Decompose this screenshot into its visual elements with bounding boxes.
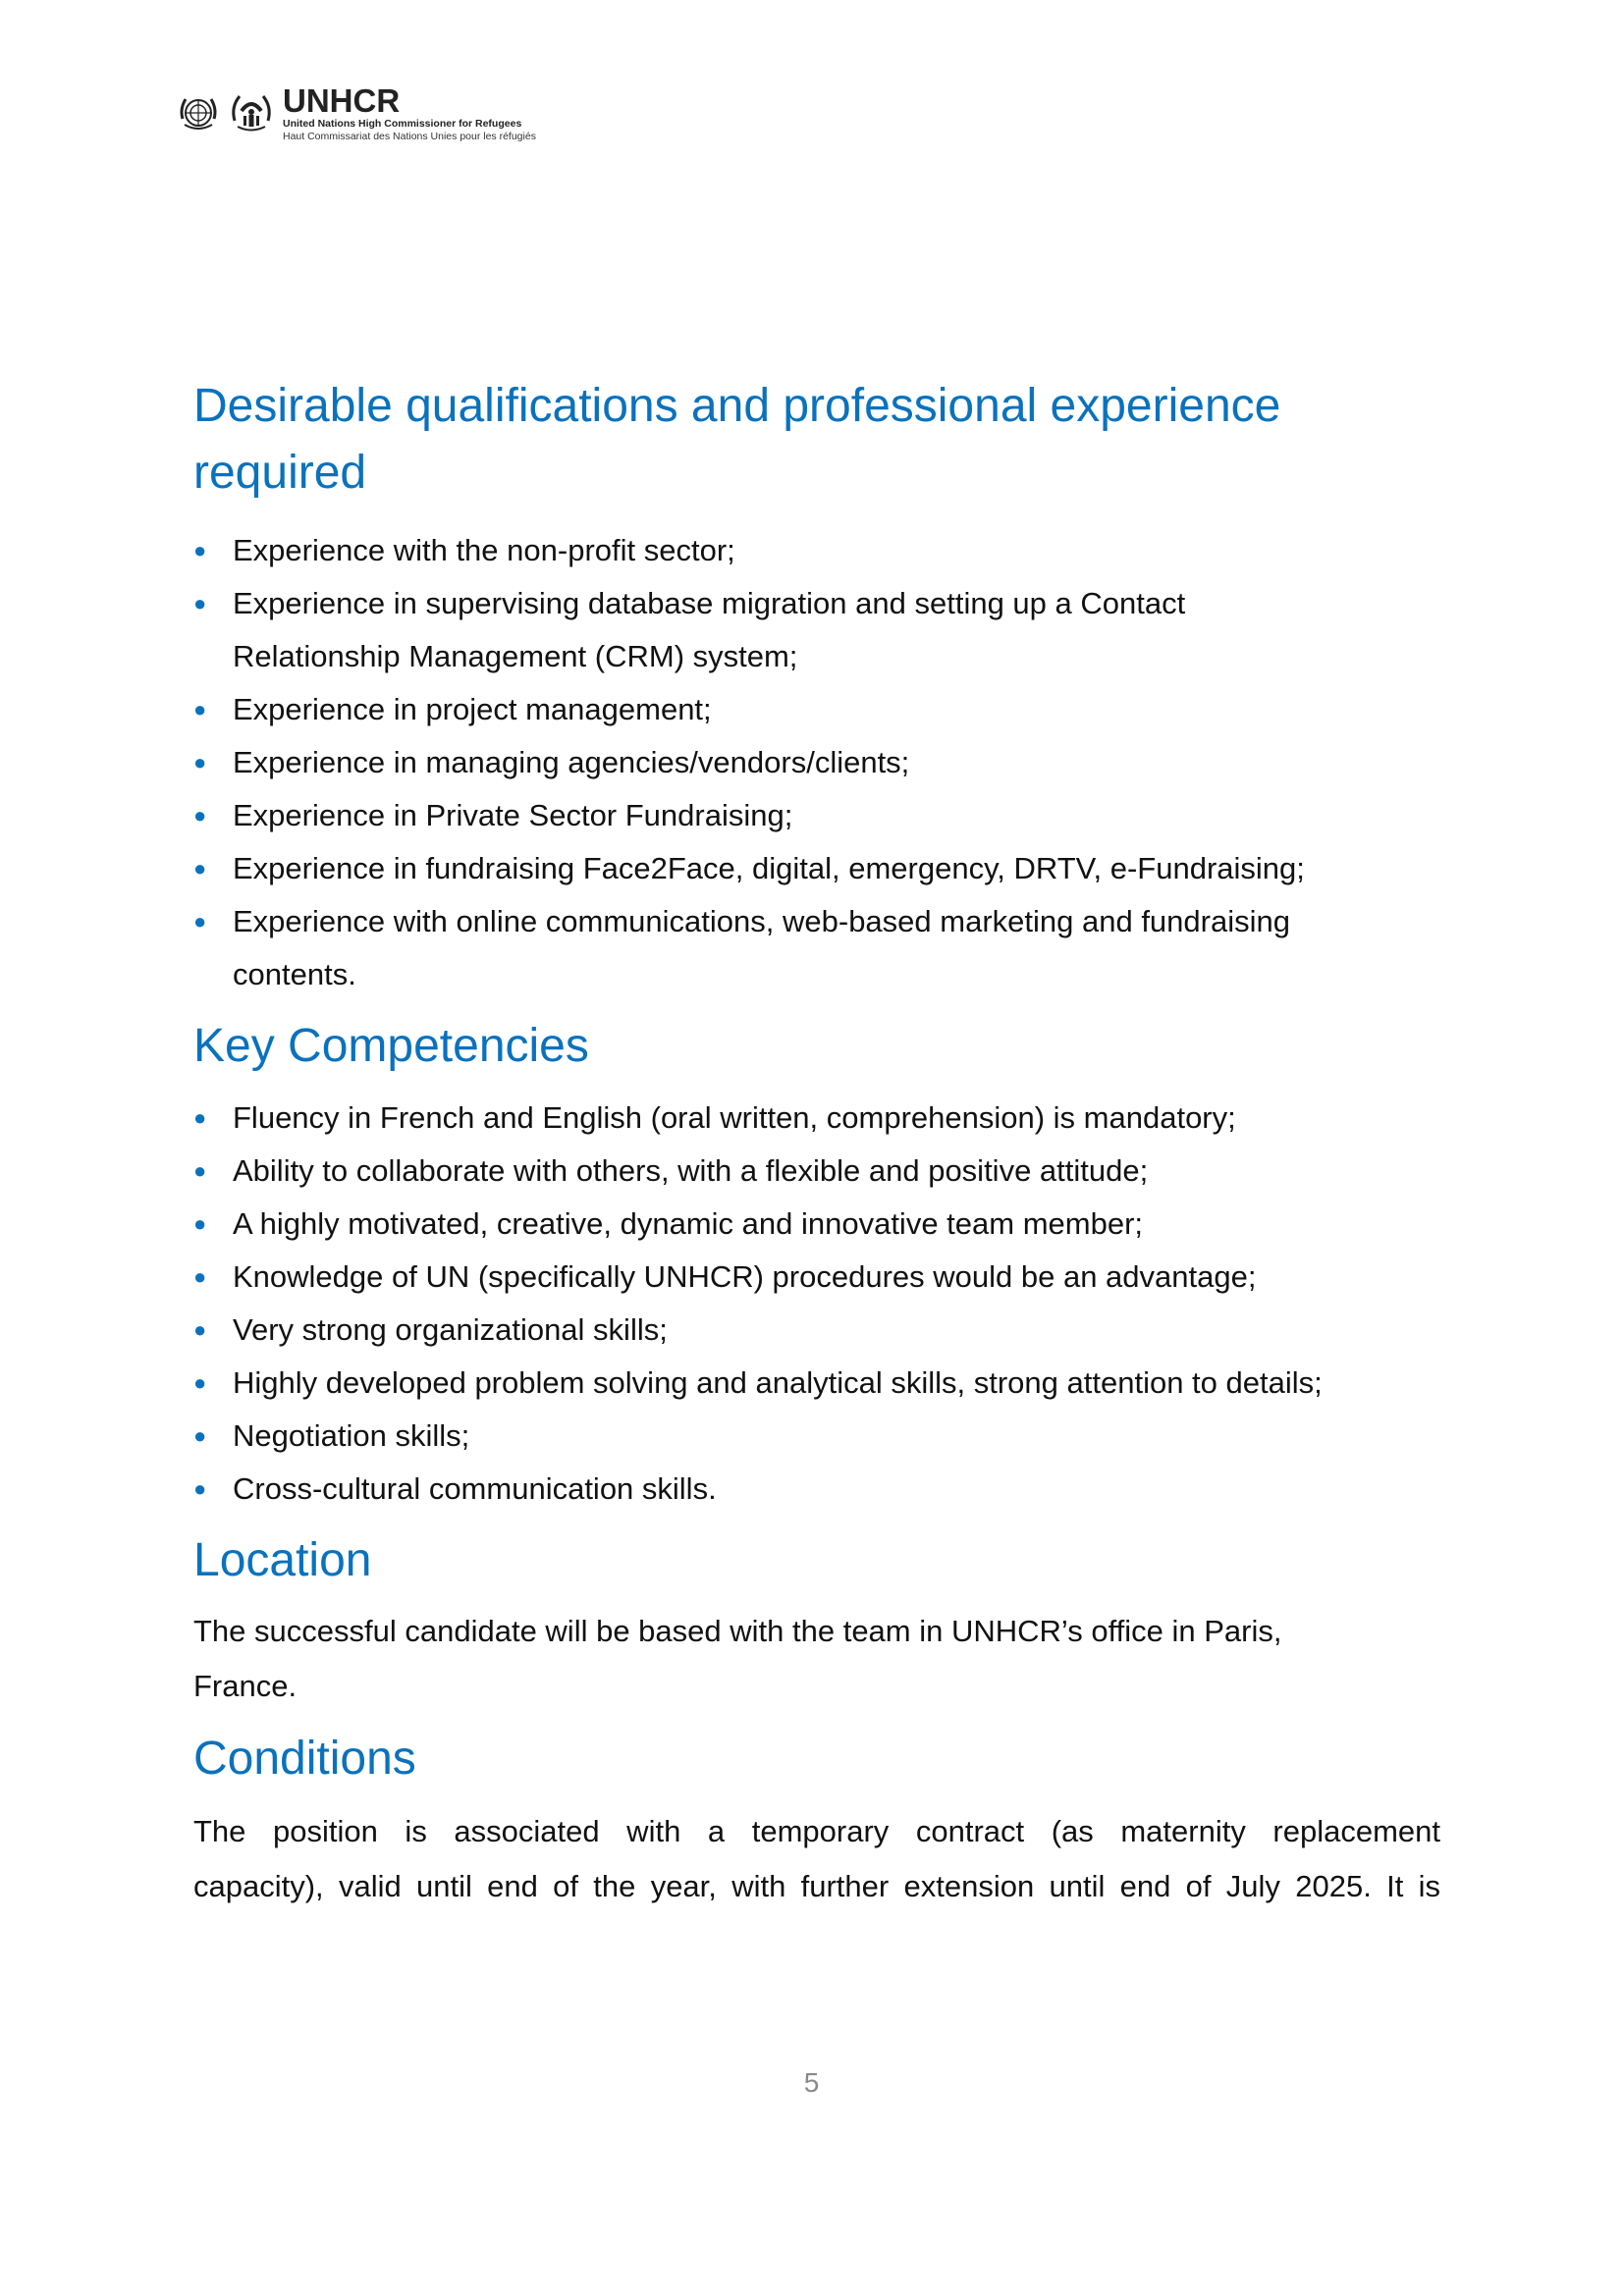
competencies-heading: Key Competencies bbox=[193, 1020, 589, 1072]
logo-subtitle-en: United Nations High Commissioner for Refugees bbox=[283, 118, 522, 130]
qualifications-heading-line2: required bbox=[193, 447, 367, 499]
list-item: ● Experience in Private Sector Fundraising; bbox=[193, 789, 1440, 842]
bullet-icon: ● bbox=[193, 1264, 207, 1289]
qualifications-heading-line1: Desirable qualifications and professional experience bbox=[193, 380, 1281, 432]
bullet-icon: ● bbox=[193, 750, 207, 774]
unhcr-logo bbox=[175, 79, 536, 147]
bullet-icon: ● bbox=[193, 697, 207, 721]
bullet-icon: ● bbox=[193, 909, 207, 934]
list-item: ● Highly developed problem solving and analytical skills, strong attention to details; bbox=[193, 1357, 1440, 1410]
bullet-icon: ● bbox=[193, 1158, 207, 1183]
list-item: ● A highly motivated, creative, dynamic and innovative team member; bbox=[193, 1198, 1440, 1251]
location-line2: France. bbox=[193, 1669, 298, 1703]
list-item: ● Knowledge of UN (specifically UNHCR) procedures would be an advantage; bbox=[193, 1251, 1440, 1304]
bullet-icon: ● bbox=[193, 1317, 207, 1342]
list-item: ● Experience with online communications, web-based marketing and fundraising contents. bbox=[193, 895, 1440, 1001]
list-item: ● Ability to collaborate with others, with a flexible and positive attitude; bbox=[193, 1145, 1440, 1198]
competencies-list bbox=[193, 1092, 1440, 1516]
un-emblem-icon bbox=[175, 89, 222, 136]
document-body bbox=[193, 373, 1440, 1914]
qualifications-section bbox=[193, 373, 1440, 1001]
competencies-section bbox=[193, 1013, 1440, 1516]
qualifications-heading bbox=[193, 373, 1440, 507]
list-item: ● Fluency in French and English (oral written, comprehension) is mandatory; bbox=[193, 1092, 1440, 1145]
bullet-icon: ● bbox=[193, 803, 207, 828]
page-number: 5 bbox=[803, 2067, 820, 2098]
bullet-icon: ● bbox=[193, 1370, 207, 1395]
list-item: ● Experience in project management; bbox=[193, 683, 1440, 736]
conditions-heading: Conditions bbox=[193, 1733, 416, 1785]
bullet-icon: ● bbox=[193, 1423, 207, 1448]
location-paragraph bbox=[193, 1604, 1440, 1714]
list-item: ● Experience with the non-profit sector; bbox=[193, 524, 1440, 577]
list-item: ● Cross-cultural communication skills. bbox=[193, 1463, 1440, 1516]
logo-text bbox=[283, 84, 536, 141]
conditions-line2: capacity), valid until end of the year, with further extension until end of July 2025. It is bbox=[193, 1869, 1440, 1903]
location-section bbox=[193, 1527, 1440, 1714]
list-item: ● Experience in supervising database migration and setting up a Contact Relationship Management (CRM) system; bbox=[193, 577, 1440, 683]
bullet-icon: ● bbox=[193, 856, 207, 881]
location-heading: Location bbox=[193, 1534, 372, 1586]
bullet-icon: ● bbox=[193, 1105, 207, 1130]
bullet-icon: ● bbox=[193, 591, 207, 615]
location-line1: The successful candidate will be based with the team in UNHCR’s office in Paris, bbox=[193, 1614, 1282, 1648]
conditions-section bbox=[193, 1726, 1440, 1914]
list-item: ● Experience in fundraising Face2Face, digital, emergency, DRTV, e-Fundraising; bbox=[193, 842, 1440, 895]
bullet-icon: ● bbox=[193, 1476, 207, 1501]
list-item: ● Very strong organizational skills; bbox=[193, 1304, 1440, 1357]
logo-subtitle-fr: Haut Commissariat des Nations Unies pour les réfugiés bbox=[283, 130, 536, 142]
conditions-line1: The position is associated with a temporary contract (as maternity replacement bbox=[193, 1814, 1440, 1848]
unhcr-emblem-icon bbox=[228, 89, 275, 136]
list-item: ● Negotiation skills; bbox=[193, 1410, 1440, 1463]
qualifications-list bbox=[193, 524, 1440, 1001]
logo-wordmark: UNHCR bbox=[283, 82, 401, 119]
bullet-icon: ● bbox=[193, 538, 207, 562]
list-item: ● Experience in managing agencies/vendors/clients; bbox=[193, 736, 1440, 789]
bullet-icon: ● bbox=[193, 1211, 207, 1236]
